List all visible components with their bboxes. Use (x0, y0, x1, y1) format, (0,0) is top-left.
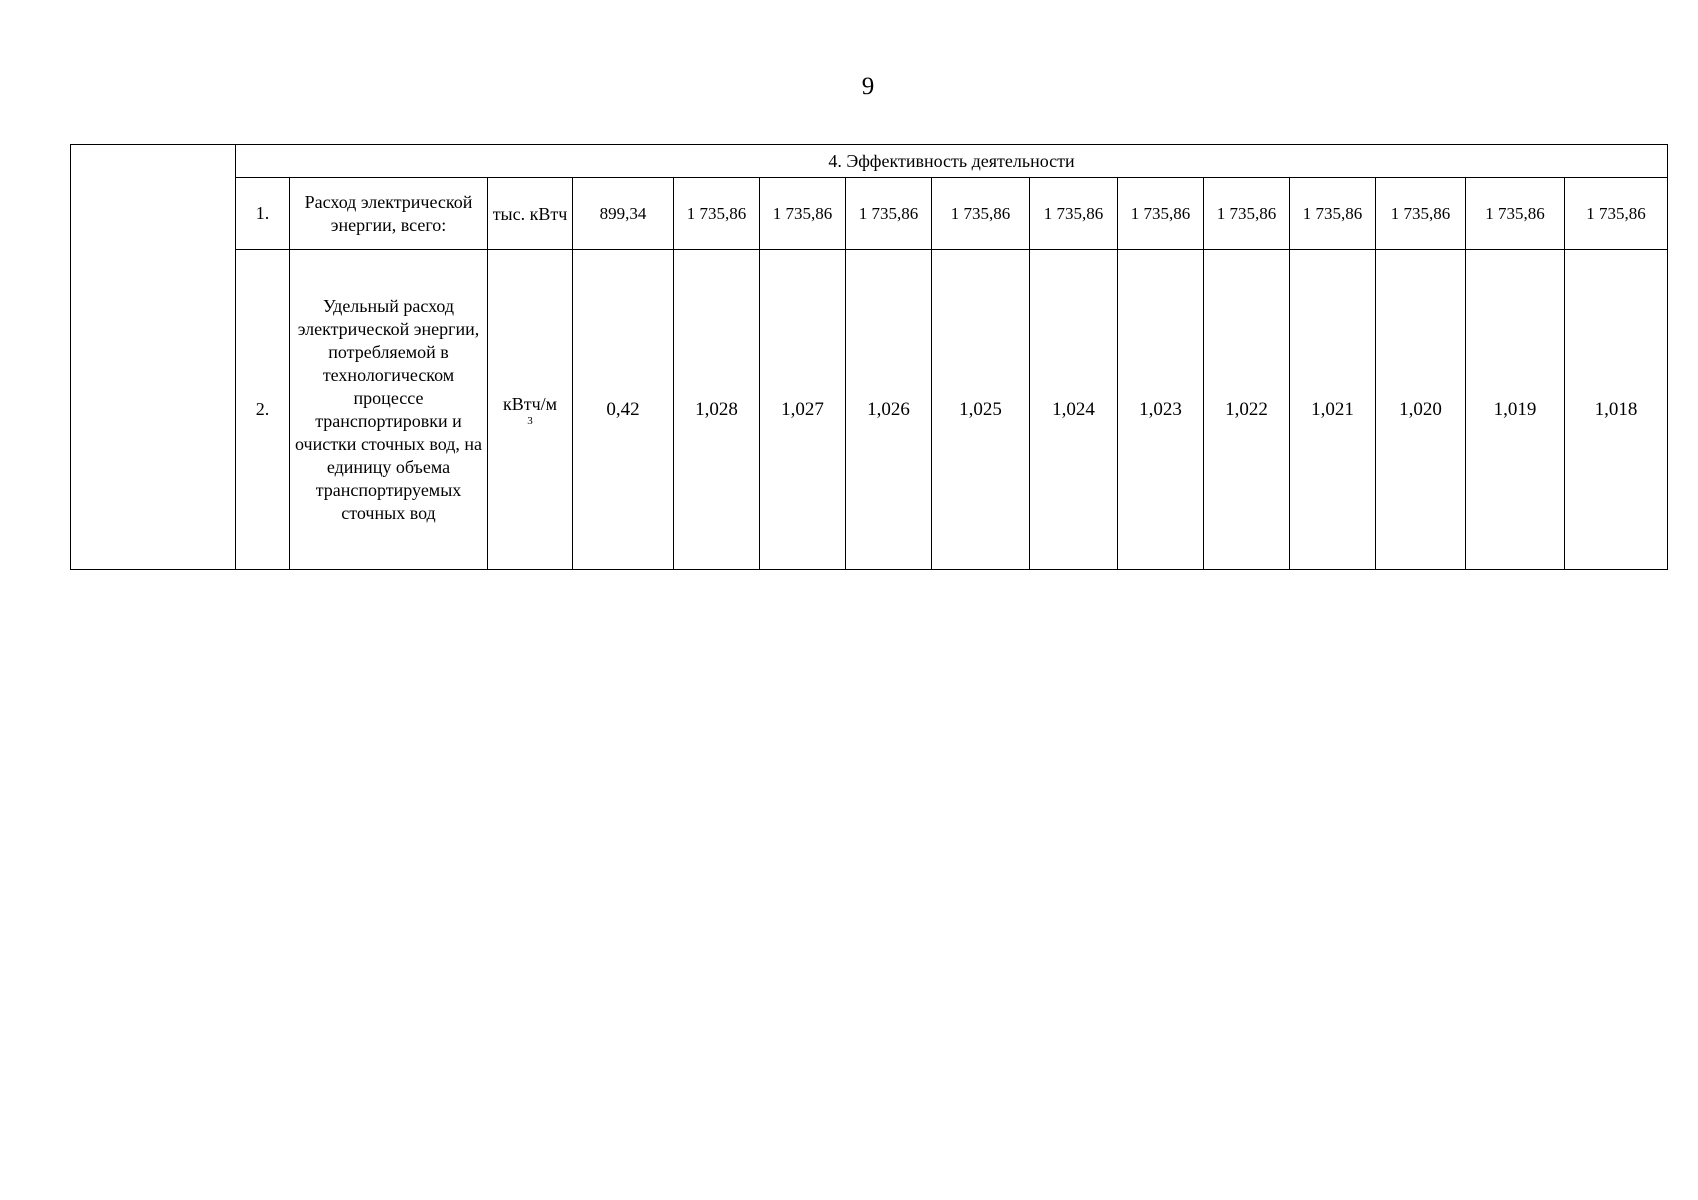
value-cell: 1 735,86 (1030, 178, 1118, 250)
unit-superscript: 3 (527, 414, 533, 427)
value-cell: 1,024 (1030, 250, 1118, 570)
value-cell: 1 735,86 (760, 178, 846, 250)
value-cell: 1 735,86 (932, 178, 1030, 250)
value-cell: 1 735,86 (1376, 178, 1466, 250)
row-unit (488, 178, 573, 250)
row-name: Расход электрической энергии, всего: (290, 178, 488, 250)
table-row (71, 250, 1668, 570)
value-cell: 1,020 (1376, 250, 1466, 570)
value-cell: 1 735,86 (1118, 178, 1204, 250)
value-cell: 1,021 (1290, 250, 1376, 570)
unit-text: кВтч/м (502, 393, 558, 414)
value-cell: 1,018 (1565, 250, 1668, 570)
value-cell: 1 735,86 (1565, 178, 1668, 250)
value-cell: 1,025 (932, 250, 1030, 570)
value-cell: 1 735,86 (1290, 178, 1376, 250)
blank-left-cell (71, 145, 236, 570)
value-cell: 1,022 (1204, 250, 1290, 570)
value-cell: 1 735,86 (1204, 178, 1290, 250)
section-title: 4. Эффективность деятельности (236, 145, 1668, 178)
value-cell: 899,34 (573, 178, 674, 250)
row-number: 1. (236, 178, 290, 250)
section-header-row (71, 145, 1668, 178)
row-unit (488, 250, 573, 570)
value-cell: 1 735,86 (846, 178, 932, 250)
value-cell: 1 735,86 (1466, 178, 1565, 250)
value-cell: 0,42 (573, 250, 674, 570)
value-cell: 1,023 (1118, 250, 1204, 570)
efficiency-table (70, 144, 1668, 570)
value-cell: 1,028 (674, 250, 760, 570)
page-number: 9 (861, 73, 875, 100)
row-number: 2. (236, 250, 290, 570)
table-row (71, 178, 1668, 250)
value-cell: 1,026 (846, 250, 932, 570)
value-cell: 1 735,86 (674, 178, 760, 250)
unit-text: тыс. кВтч (492, 203, 568, 224)
value-cell: 1,027 (760, 250, 846, 570)
row-name: Удельный расход электрической энергии, потребляемой в технологическом процессе транспортировки и очистки сточных вод, на единицу объема транспортируемых сточных вод (290, 250, 488, 570)
value-cell: 1,019 (1466, 250, 1565, 570)
